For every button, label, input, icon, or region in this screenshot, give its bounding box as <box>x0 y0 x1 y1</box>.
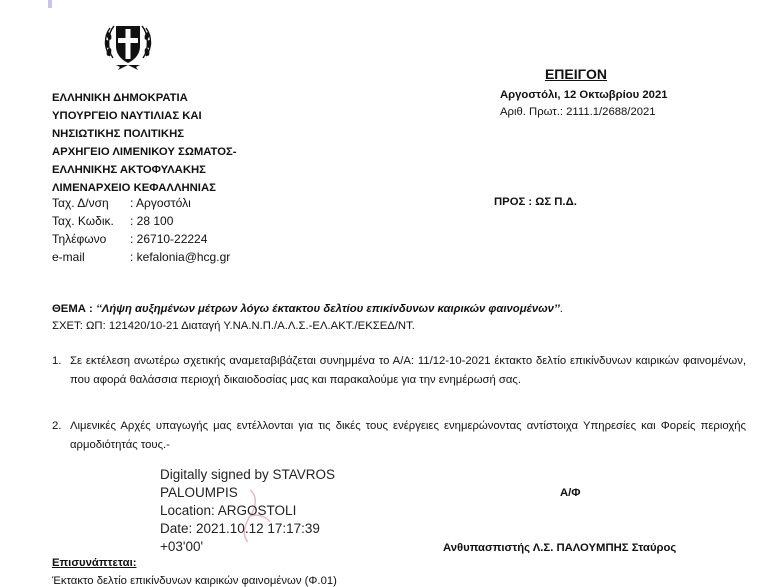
org-line: ΥΠΟΥΡΓΕΙΟ ΝΑΥΤΙΛΙΑΣ ΚΑΙ <box>52 110 202 122</box>
org-line: ΑΡΧΗΓΕΙΟ ΛΙΜΕΝΙΚΟΥ ΣΩΜΑΤΟΣ- <box>52 146 237 158</box>
greek-coat-of-arms-icon <box>100 18 156 74</box>
subject-end: . <box>559 303 563 315</box>
related-reference: ΣΧΕΤ: ΩΠ: 121420/10-21 Διαταγή Υ.ΝΑ.Ν.Π./Α.Λ.Σ.-ΕΛ.ΑΚΤ./ΕΚΣΕΔ/ΝΤ. <box>52 320 415 332</box>
digital-signature-line: PALOUMPIS <box>160 485 238 500</box>
attachment-item: Έκτακτο δελτίο επικίνδυνων καιρικών φαινομένων (Φ.01) <box>52 575 337 587</box>
contact-row-email <box>52 248 230 266</box>
subject-line <box>52 303 563 315</box>
contact-label: Ταχ. Κωδικ. <box>52 214 114 228</box>
recipient-line: ΠΡΟΣ : ΩΣ Π.Δ. <box>494 196 577 208</box>
body-paragraph-2 <box>52 417 746 454</box>
page-margin-marker <box>48 0 52 8</box>
attachments-title: Επισυνάπτεται: <box>52 557 137 569</box>
contact-row-postcode <box>52 212 230 230</box>
contact-label: Τηλέφωνο <box>52 232 107 246</box>
digital-signature-line: Digitally signed by STAVROS <box>160 467 336 482</box>
paragraph-text: Λιμενικές Αρχές υπαγωγής μας εντέλλονται για τις δικές τους ενέργειες ενημερώνοντας αντίστοιχα Υπηρεσίες και Φορείς περιοχής αρμοδιότητάς τους.- <box>70 420 746 451</box>
signer-name: Ανθυπασπιστής Λ.Σ. ΠΑΛΟΥΜΠΗΣ Σταύρος <box>443 542 677 554</box>
contact-email: : kefalonia@hcg.gr <box>130 250 231 264</box>
paragraph-number: 2. <box>52 420 62 432</box>
org-line: ΝΗΣΙΩΤΙΚΗΣ ΠΟΛΙΤΙΚΗΣ <box>52 128 185 140</box>
org-line: ΛΙΜΕΝΑΡΧΕΙΟ ΚΕΦΑΛΛΗΝΙΑΣ <box>52 182 216 194</box>
digital-signature-block <box>160 466 335 556</box>
body-paragraph-1 <box>52 352 746 389</box>
contact-row-address <box>52 194 230 212</box>
contact-label: e-mail <box>52 250 85 264</box>
contact-value: : Αργοστόλι <box>130 196 191 210</box>
contact-details <box>52 194 230 266</box>
org-line: ΕΛΛΗΝΙΚΗΣ ΑΚΤΟΦΥΛΑΚΗΣ <box>52 164 206 176</box>
contact-row-phone <box>52 230 230 248</box>
protocol-number: Αριθ. Πρωτ.: 2111.1/2688/2021 <box>500 106 656 118</box>
contact-value: : 28 100 <box>130 214 174 228</box>
place-and-date: Αργοστόλι, 12 Οκτωβρίου 2021 <box>500 89 668 101</box>
contact-label: Ταχ. Δ/νση <box>52 196 109 210</box>
org-line: ΕΛΛΗΝΙΚΗ ΔΗΜΟΚΡΑΤΙΑ <box>52 92 188 104</box>
issuing-authority-block <box>52 89 237 197</box>
urgent-label: ΕΠΕΙΓΟΝ <box>544 66 608 82</box>
paragraph-text: Σε εκτέλεση ανωτέρω σχετικής αναμεταβιβάζεται συνημμένα το Α/Α: 11/12-10-2021 έκτακτο δελτίο επικίνδυνων καιρικών φαινομένων, που αφορά θαλάσσια περιοχή δικαιοδοσίας μας και παρακαλούμε για την ενημέρωσή σας. <box>70 355 746 386</box>
digital-signature-line: Date: 2021.10.12 17:17:39 <box>160 521 320 536</box>
digital-signature-line: +03'00' <box>160 539 204 554</box>
paragraph-number: 1. <box>52 355 62 367</box>
subject-label: ΘΕΜΑ : <box>52 303 96 315</box>
digital-signature-line: Location: ARGOSTOLI <box>160 503 297 518</box>
contact-value: : 26710-22224 <box>130 232 208 246</box>
subject-text: ‘‘Λήψη αυξημένων μέτρων λόγω έκτακτου δελτίου επικίνδυνων καιρικών φαινομένων’’ <box>95 303 560 315</box>
signature-abbrev: Α/Φ <box>560 487 581 499</box>
